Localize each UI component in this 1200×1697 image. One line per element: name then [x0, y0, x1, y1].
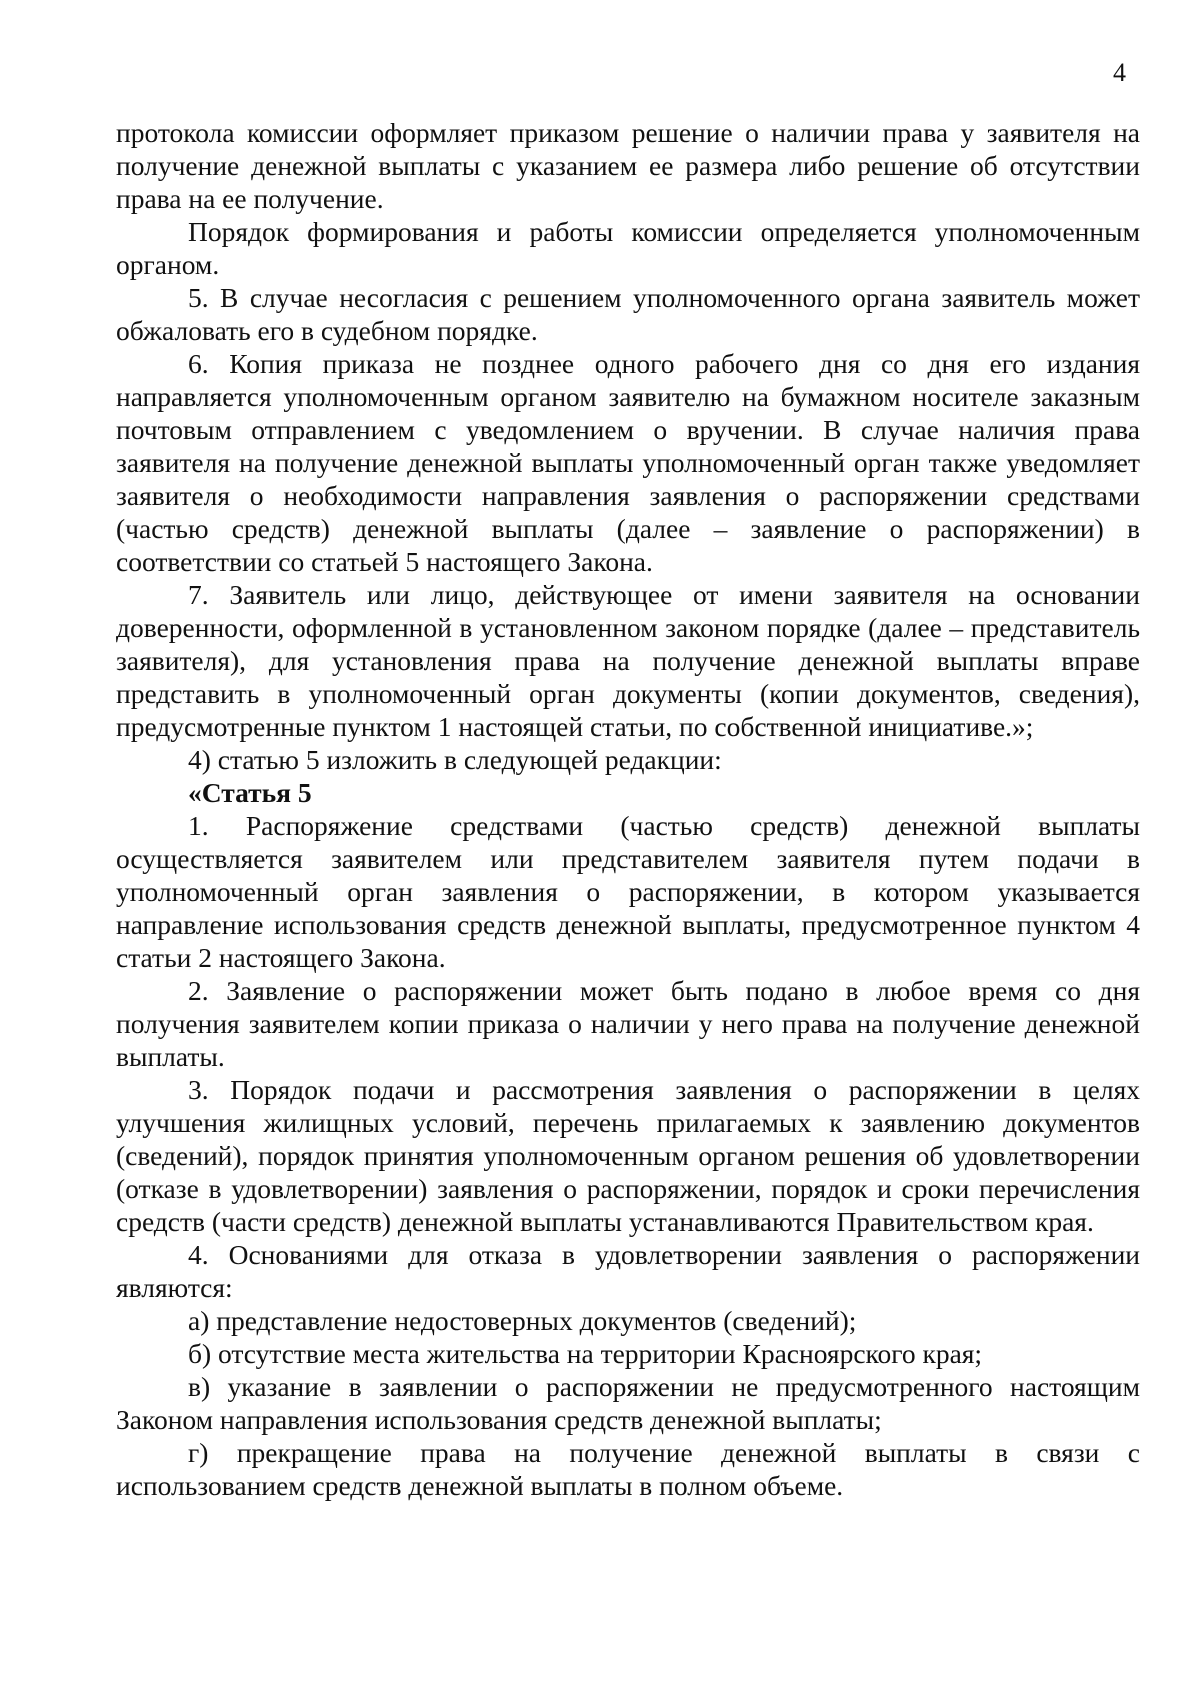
paragraph-article5-item-4: 4. Основаниями для отказа в удовлетворении заявления о распоряжении являются: — [116, 1239, 1140, 1303]
paragraph-item-6: 6. Копия приказа не позднее одного рабочего дня со дня его издания направляется уполномоченным органом заявителю на бумажном носителе заказным почтовым отправлением с уведомлением о вручении. В случае наличия права заявителя на получение денежной выплаты уполномоченный орган также уведомляет заявителя о необходимости направления заявления о распоряжении средствами (частью средств) денежной выплаты (далее – заявление о распоряжении) в соответствии со статьей 5 настоящего Закона. — [116, 348, 1140, 577]
page-number: 4 — [1113, 58, 1126, 87]
paragraph-continuation: протокола комиссии оформляет приказом решение о наличии права у заявителя на получение денежной выплаты с указанием ее размера либо решение об отсутствии права на ее получение. — [116, 117, 1140, 214]
paragraph-item-5: 5. В случае несогласия с решением уполномоченного органа заявитель может обжаловать его в судебном порядке. — [116, 282, 1140, 346]
article-5-heading: «Статья 5 — [188, 777, 312, 808]
paragraph-commission-procedure: Порядок формирования и работы комиссии определяется уполномоченным органом. — [116, 216, 1140, 280]
paragraph-item-7: 7. Заявитель или лицо, действующее от имени заявителя на основании доверенности, оформленной в установленном законом порядке (далее – представитель заявителя), для установления права на получение денежной выплаты вправе представить в уполномоченный орган документы (копии документов, сведения), предусмотренные пунктом 1 настоящей статьи, по собственной инициативе.»; — [116, 579, 1140, 742]
paragraph-article5-item-1: 1. Распоряжение средствами (частью средств) денежной выплаты осуществляется заявителем или представителем заявителя путем подачи в уполномоченный орган заявления о распоряжении, в котором указывается направление использования средств денежной выплаты, предусмотренное пунктом 4 статьи 2 настоящего Закона. — [116, 810, 1140, 973]
list-item-a: а) представление недостоверных документов (сведений); — [188, 1305, 857, 1336]
paragraph-article5-item-2: 2. Заявление о распоряжении может быть подано в любое время со дня получения заявителем копии приказа о наличии у него права на получение денежной выплаты. — [116, 975, 1140, 1072]
paragraph-amendment-4: 4) статью 5 изложить в следующей редакции: — [188, 744, 722, 775]
list-item-b: б) отсутствие места жительства на территории Красноярского края; — [188, 1338, 983, 1369]
list-item-v: в) указание в заявлении о распоряжении не предусмотренного настоящим Законом направления использования средств денежной выплаты; — [116, 1371, 1140, 1435]
paragraph-article5-item-3: 3. Порядок подачи и рассмотрения заявления о распоряжении в целях улучшения жилищных условий, перечень прилагаемых к заявлению документов (сведений), порядок принятия уполномоченным органом решения об удовлетворении (отказе в удовлетворении) заявления о распоряжении, порядок и сроки перечисления средств (части средств) денежной выплаты устанавливаются Правительством края. — [116, 1074, 1140, 1237]
list-item-g: г) прекращение права на получение денежной выплаты в связи с использованием средств денежной выплаты в полном объеме. — [116, 1437, 1140, 1501]
document-body — [116, 116, 1140, 1502]
